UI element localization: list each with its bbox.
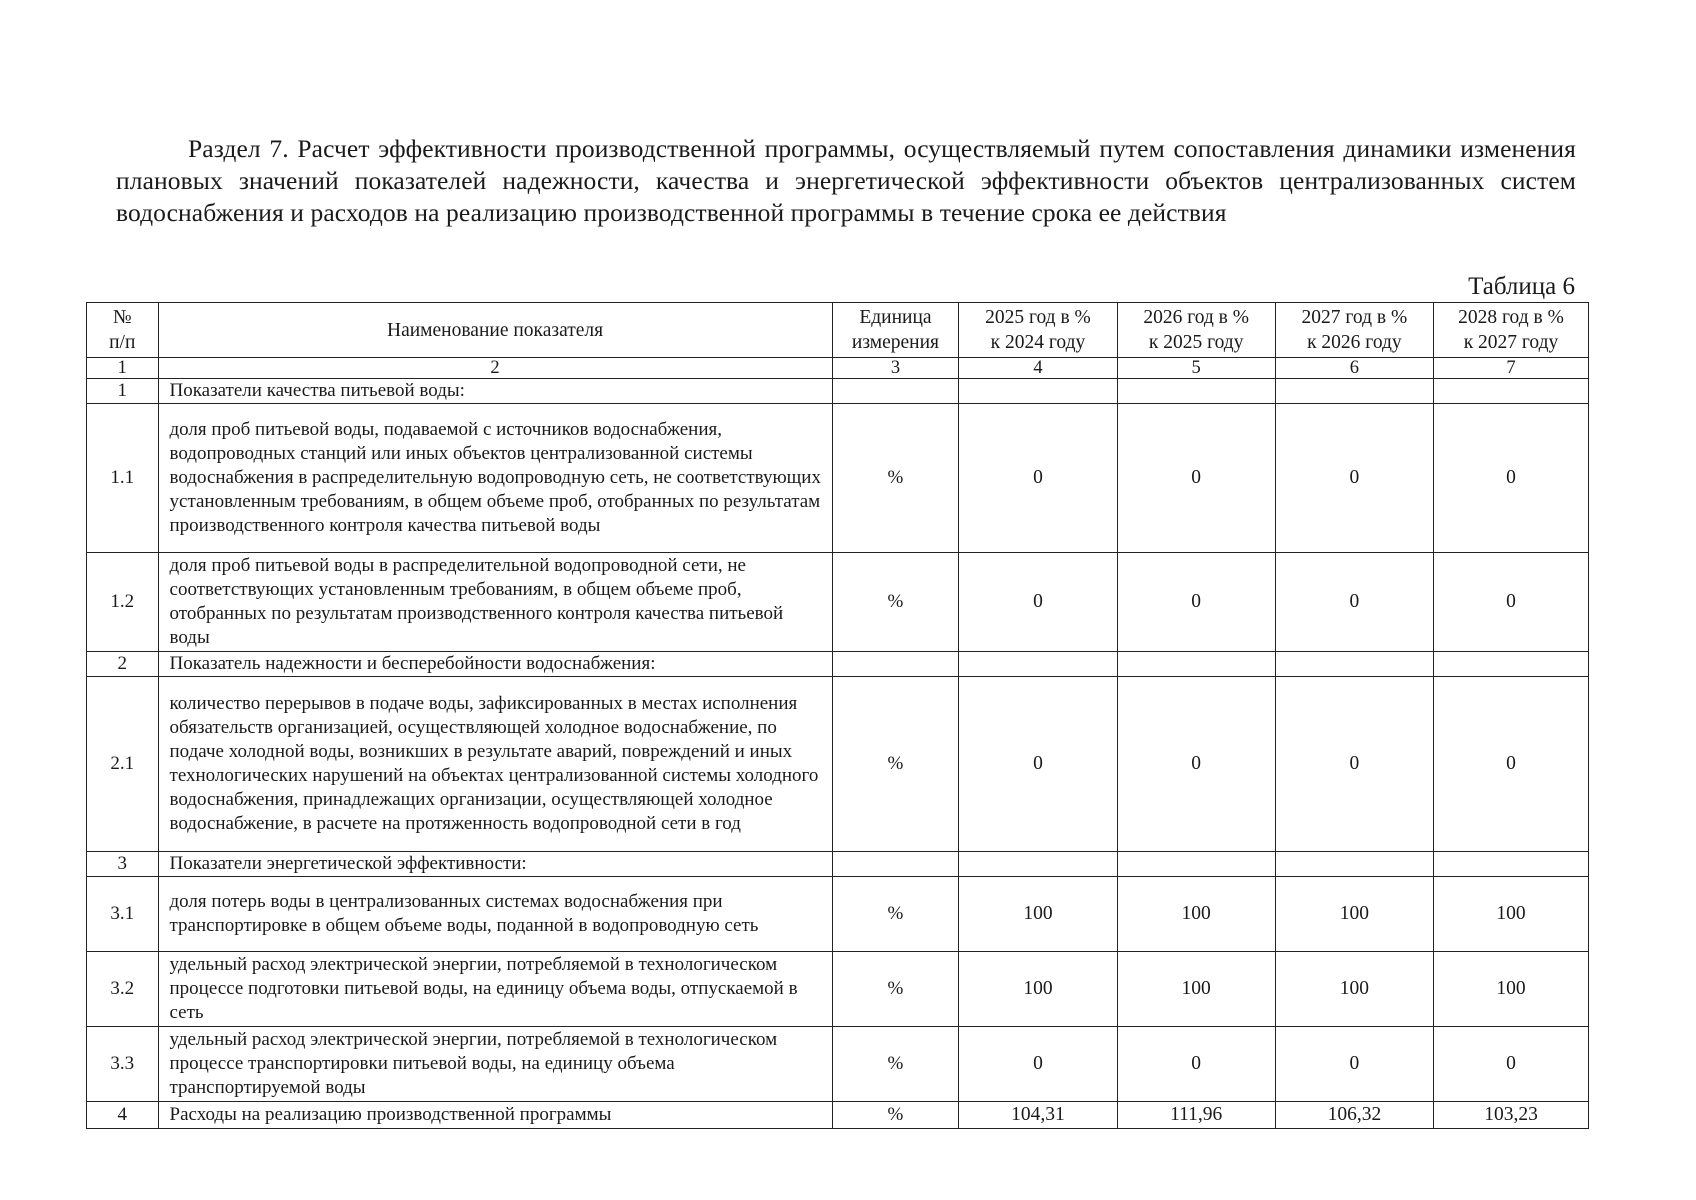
row-unit: % [832,404,959,553]
row-num: 3 [87,852,159,877]
row-value: 0 [1275,677,1433,852]
row-value [1434,652,1589,677]
header-num-line2: п/п [109,332,136,353]
row-value: 0 [1275,553,1433,652]
row-value: 0 [1117,1027,1275,1102]
row-num: 1.1 [87,404,159,553]
row-value: 100 [1434,877,1589,952]
row-name: Расходы на реализацию производственной программы [158,1102,832,1129]
header-unit-line1: Единица [859,307,932,328]
row-value [1117,379,1275,404]
row-unit: % [832,553,959,652]
header-name: Наименование показателя [158,303,832,358]
header-2027-line2: к 2026 году [1307,332,1402,353]
table-row [87,877,1589,952]
table-row [87,1027,1589,1102]
row-unit: % [832,677,959,852]
header-2026-line2: к 2025 году [1148,332,1244,353]
row-unit [832,652,959,677]
row-value: 0 [1275,404,1433,553]
row-num: 3.3 [87,1027,159,1102]
header-2025 [959,303,1117,358]
header-unit [832,303,959,358]
row-value [959,379,1117,404]
column-number: 6 [1275,358,1433,379]
row-value [1434,852,1589,877]
header-2026 [1117,303,1275,358]
row-value: 0 [959,404,1117,553]
row-name: доля проб питьевой воды, подаваемой с источников водоснабжения, водопроводных станций или иных объектов централизованной системы водоснабжения в распределительную водопроводную сеть, не соответствующих установленным требованиям, в общем объеме проб, отобранных по результатам производственного контроля качества питьевой воды [158,404,832,553]
indicators-table [86,302,1589,1129]
row-unit: % [832,877,959,952]
table-row [87,852,1589,877]
table-row [87,379,1589,404]
row-unit [832,379,959,404]
header-2026-line1: 2026 год в % [1143,307,1250,328]
row-value: 0 [1275,1027,1433,1102]
row-name: Показатели качества питьевой воды: [158,379,832,404]
row-value: 100 [959,952,1117,1027]
row-num: 4 [87,1102,159,1129]
column-number-row [87,358,1589,379]
table-label: Таблица 6 [1468,273,1575,300]
table-row [87,1102,1589,1129]
column-number: 4 [959,358,1117,379]
row-value [1434,379,1589,404]
row-unit: % [832,1102,959,1129]
row-name: удельный расход электрической энергии, потребляемой в технологическом процессе транспортировки питьевой воды, на единицу объема транспортируемой воды [158,1027,832,1102]
row-value [1275,379,1433,404]
table-header-row [87,303,1589,358]
row-value: 100 [1275,877,1433,952]
header-unit-line2: измерения [851,332,939,353]
header-num-line1: № [112,307,132,328]
table-row [87,553,1589,652]
row-unit [832,852,959,877]
header-2025-line2: к 2024 году [990,332,1086,353]
row-value: 0 [1117,553,1275,652]
row-name: доля проб питьевой воды в распределительной водопроводной сети, не соответствующих установленным требованиям, в общем объеме проб, отобранных по результатам производственного контроля качества питьевой воды [158,553,832,652]
row-value: 0 [1434,404,1589,553]
column-number: 5 [1117,358,1275,379]
row-value: 106,32 [1275,1102,1433,1129]
section-heading: Раздел 7. Расчет эффективности производственной программы, осуществляемый путем сопоставления динамики изменения плановых значений показателей надежности, качества и энергетической эффективности объектов централизованных систем водоснабжения и расходов на реализацию производственной программы в течение срока ее действия [116,134,1576,227]
column-number: 7 [1434,358,1589,379]
row-value: 0 [959,677,1117,852]
row-value: 0 [1117,677,1275,852]
row-value: 100 [1275,952,1433,1027]
row-name: доля потерь воды в централизованных системах водоснабжения при транспортировке в общем объеме воды, поданной в водопроводную сеть [158,877,832,952]
row-unit: % [832,1027,959,1102]
column-number: 2 [158,358,832,379]
column-number: 1 [87,358,159,379]
row-name: количество перерывов в подаче воды, зафиксированных в местах исполнения обязательств организацией, осуществляющей холодное водоснабжение, по подаче холодной воды, возникших в результате аварий, повреждений и иных технологических нарушений на объектах централизованной системы холодного водоснабжения, принадлежащих организации, осуществляющей холодное водоснабжение, в расчете на протяженность водопроводной сети в год [158,677,832,852]
table-row [87,677,1589,852]
row-num: 3.1 [87,877,159,952]
row-value: 0 [1434,1027,1589,1102]
row-num: 3.2 [87,952,159,1027]
row-value [1117,852,1275,877]
row-value: 0 [1117,404,1275,553]
header-2028 [1434,303,1589,358]
row-value: 103,23 [1434,1102,1589,1129]
header-num [87,303,159,358]
row-value [959,852,1117,877]
header-2027 [1275,303,1433,358]
row-num: 1.2 [87,553,159,652]
row-value: 100 [959,877,1117,952]
table-row [87,652,1589,677]
row-value: 100 [1117,952,1275,1027]
row-num: 2.1 [87,677,159,852]
row-value: 100 [1117,877,1275,952]
row-value [1275,852,1433,877]
row-unit: % [832,952,959,1027]
row-value: 0 [1434,553,1589,652]
row-name: Показатель надежности и бесперебойности водоснабжения: [158,652,832,677]
row-value: 111,96 [1117,1102,1275,1129]
header-2028-line2: к 2027 году [1463,332,1559,353]
header-2028-line1: 2028 год в % [1458,307,1564,328]
row-value: 0 [1434,677,1589,852]
row-value [1275,652,1433,677]
row-value: 0 [959,1027,1117,1102]
row-num: 1 [87,379,159,404]
row-value: 100 [1434,952,1589,1027]
row-value [959,652,1117,677]
table-row [87,404,1589,553]
table-row [87,952,1589,1027]
row-value [1117,652,1275,677]
header-2025-line1: 2025 год в % [985,307,1091,328]
row-num: 2 [87,652,159,677]
row-name: Показатели энергетической эффективности: [158,852,832,877]
row-name: удельный расход электрической энергии, потребляемой в технологическом процессе подготовки питьевой воды, на единицу объема воды, отпускаемой в сеть [158,952,832,1027]
header-2027-line1: 2027 год в % [1301,307,1408,328]
row-value: 0 [959,553,1117,652]
column-number: 3 [832,358,959,379]
row-value: 104,31 [959,1102,1117,1129]
